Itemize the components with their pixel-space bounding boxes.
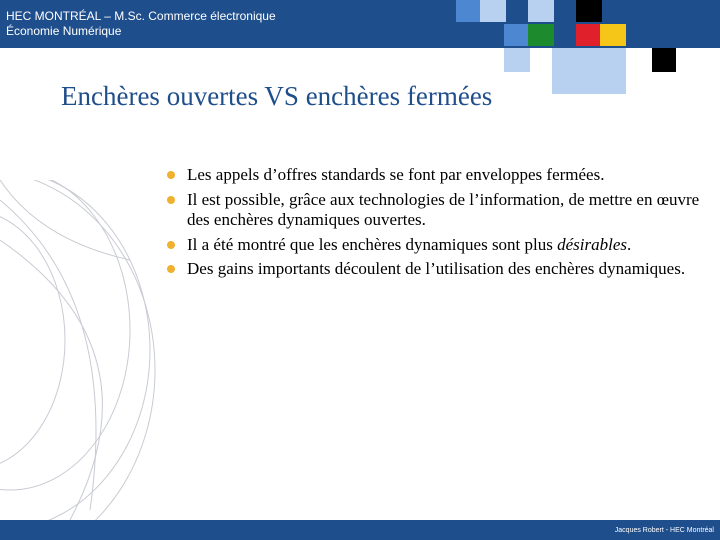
header-course-title: HEC MONTRÉAL – M.Sc. Commerce électronique bbox=[6, 9, 276, 23]
bullet-icon bbox=[167, 265, 175, 273]
square-pale-blue bbox=[552, 48, 626, 94]
list-item: Des gains importants découlent de l’utilisation des enchères dynamiques. bbox=[163, 259, 703, 280]
header-subtitle: Économie Numérique bbox=[6, 24, 122, 38]
bullet-icon bbox=[167, 171, 175, 179]
footer-credit: Jacques Robert - HEC Montréal bbox=[614, 527, 714, 534]
bullet-icon bbox=[167, 196, 175, 204]
bullet-icon bbox=[167, 241, 175, 249]
footer-bar bbox=[0, 520, 720, 540]
square-green bbox=[528, 24, 554, 46]
square-yellow bbox=[600, 24, 626, 46]
emphasis-text: désirables bbox=[557, 234, 628, 254]
list-item: Les appels d’offres standards se font par enveloppes fermées. bbox=[163, 165, 703, 186]
square-light-blue bbox=[504, 24, 530, 46]
list-item: Il est possible, grâce aux technologies de l’information, de mettre en œuvre des enchères dynamiques ouvertes. bbox=[163, 190, 703, 231]
list-item: Il a été montré que les enchères dynamiques sont plus désirables. bbox=[163, 235, 703, 256]
square-light-blue bbox=[456, 0, 482, 22]
bullet-list bbox=[163, 165, 703, 284]
square-pale-blue bbox=[480, 0, 506, 22]
square-black bbox=[576, 0, 602, 22]
square-black bbox=[652, 48, 676, 72]
square-pale-blue bbox=[504, 48, 530, 72]
slide-title: Enchères ouvertes VS enchères fermées bbox=[61, 81, 493, 111]
square-red bbox=[576, 24, 602, 46]
square-pale-blue bbox=[528, 0, 554, 22]
